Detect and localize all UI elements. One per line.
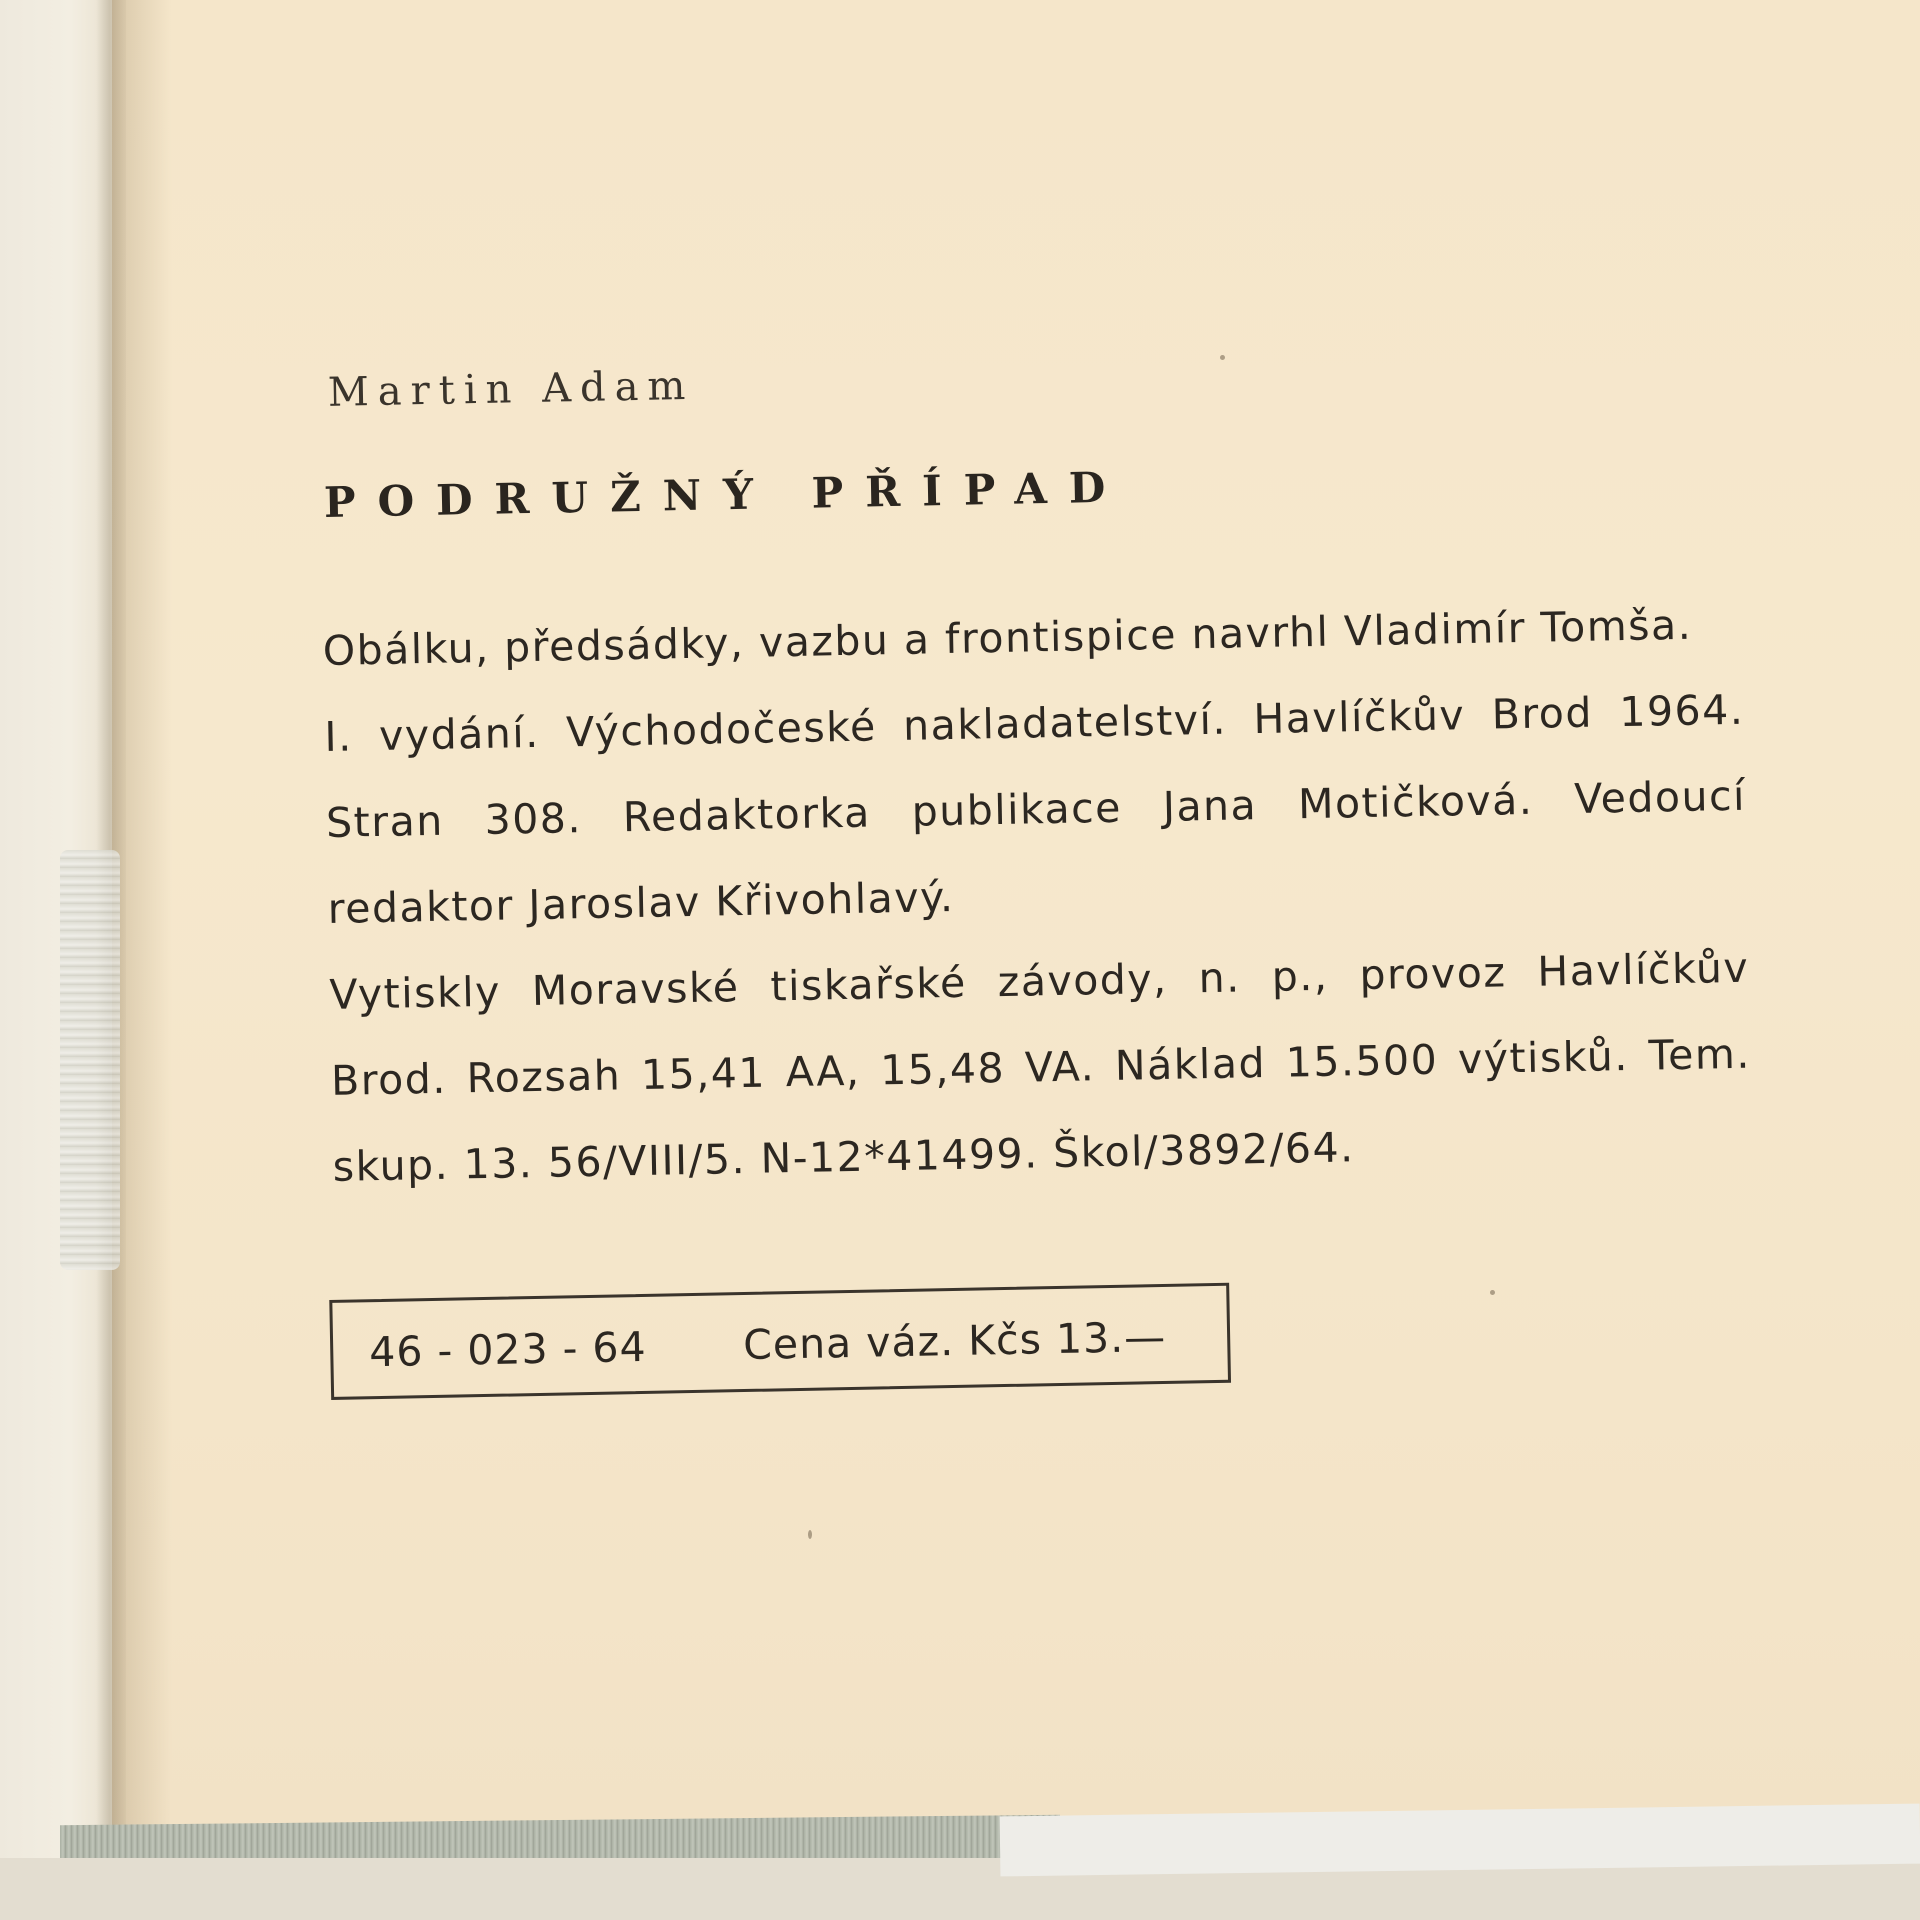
catalog-number: 46 - 023 - 64: [368, 1322, 648, 1377]
book-title: PODRUŽNÝ PŘÍPAD: [323, 462, 1128, 527]
price-box: [329, 1283, 1231, 1400]
printing-paragraph: Vytiskly Moravské tiskařské závody, n. p., provoz Havlíčkův Brod. Rozsah 15,41 AA, 15,48 VA. Náklad 15.500 výtisků. Tem. skup. 13. 56/VIII/5. N-12*41499. Škol/3892/64.: [328, 943, 1752, 1191]
price-label: Cena váz. Kčs 13.—: [742, 1312, 1167, 1370]
credits-paragraph: Obálku, předsádky, vazbu a frontispice navrhl Vladimír Tomša.: [322, 600, 1693, 675]
imprint-body: [322, 581, 1753, 1210]
author-name: Martin Adam: [327, 362, 695, 416]
edition-paragraph: I. vydání. Východočeské nakladatelství. Havlíčkův Brod 1964. Stran 308. Redaktorka publikace Jana Motičková. Vedoucí redaktor Jaroslav Křivohlavý.: [324, 685, 1747, 933]
